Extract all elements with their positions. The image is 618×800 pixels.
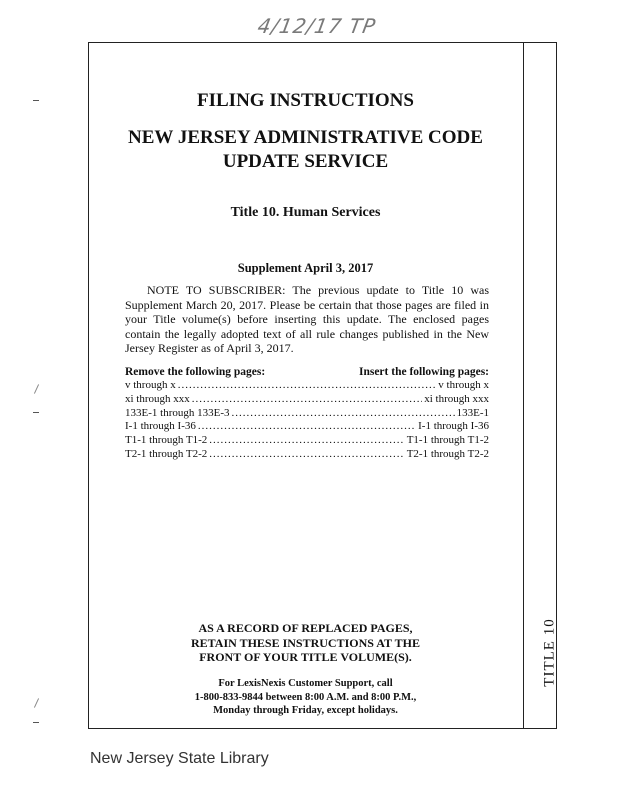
insert-pages: xi through xxx: [424, 392, 489, 405]
insert-pages: T2-1 through T2-2: [406, 447, 489, 460]
margin-mark: [33, 722, 39, 723]
pages-table-header: [125, 366, 489, 378]
spine-divider: [523, 42, 524, 729]
page-title: FILING INSTRUCTIONS: [197, 90, 414, 111]
spine-label: [540, 612, 560, 692]
title-name: Title 10. Human Services: [230, 205, 381, 220]
record-line-3: FRONT OF YOUR TITLE VOLUME(S).: [199, 650, 412, 664]
leader-dots: [192, 393, 422, 407]
supplement-date: Supplement April 3, 2017: [237, 261, 374, 275]
leader-dots: [178, 379, 437, 393]
page-subtitle: [88, 126, 523, 174]
margin-mark: [34, 384, 39, 393]
table-row: [125, 420, 489, 434]
insert-pages: I-1 through I-36: [418, 420, 489, 433]
table-row: [125, 434, 489, 448]
leader-dots: [209, 434, 404, 448]
library-stamp: New Jersey State Library: [90, 750, 269, 767]
insert-header: Insert the following pages:: [358, 366, 489, 378]
margin-mark: [33, 100, 39, 101]
subtitle-line-1: NEW JERSEY ADMINISTRATIVE CODE: [128, 127, 483, 148]
support-line-1: For LexisNexis Customer Support, call: [218, 678, 393, 689]
leader-dots: [209, 448, 404, 462]
remove-pages: 133E-1 through 133E-3: [125, 406, 230, 419]
leader-dots: [231, 407, 454, 421]
insert-pages: 133E-1: [456, 406, 489, 419]
remove-header: Remove the following pages:: [125, 366, 266, 378]
support-line-2: 1-800-833-9844 between 8:00 A.M. and 8:00 P.M.,: [194, 691, 417, 703]
leader-dots: [198, 420, 416, 434]
record-notice: [88, 621, 523, 665]
margin-mark: [34, 698, 39, 707]
remove-pages: I-1 through I-36: [125, 420, 196, 433]
remove-pages: T1-1 through T1-2: [125, 434, 208, 447]
record-line-2: RETAIN THESE INSTRUCTIONS AT THE: [191, 635, 420, 650]
table-row: [125, 407, 489, 421]
insert-pages: T1-1 through T1-2: [406, 434, 489, 447]
table-row: [125, 448, 489, 462]
table-row: [125, 379, 489, 393]
pages-table: [125, 366, 489, 462]
subscriber-note: NOTE TO SUBSCRIBER: The previous update to Title 10 was Supplement March 20, 2017. Please be certain that those pages are filed in your Title volume(s) before inserting this update. The enclosed pages contain the legally adopted text of all rule changes published in the New Jersey Register as of April 3, 2017.: [125, 283, 489, 355]
record-line-1: AS A RECORD OF REPLACED PAGES,: [198, 621, 413, 635]
table-row: [125, 393, 489, 407]
remove-pages: T2-1 through T2-2: [125, 447, 208, 460]
spine-label-text: TITLE 10: [541, 617, 558, 687]
handwritten-date-annotation: 4/12/17 TP: [255, 14, 378, 38]
margin-mark: [33, 412, 39, 413]
subtitle-line-2: UPDATE SERVICE: [222, 151, 389, 172]
support-line-3: Monday through Friday, except holidays.: [213, 705, 398, 716]
remove-pages: v through x: [125, 379, 176, 391]
remove-pages: xi through xxx: [125, 392, 190, 405]
support-info: [88, 677, 523, 718]
insert-pages: v through x: [438, 379, 489, 391]
